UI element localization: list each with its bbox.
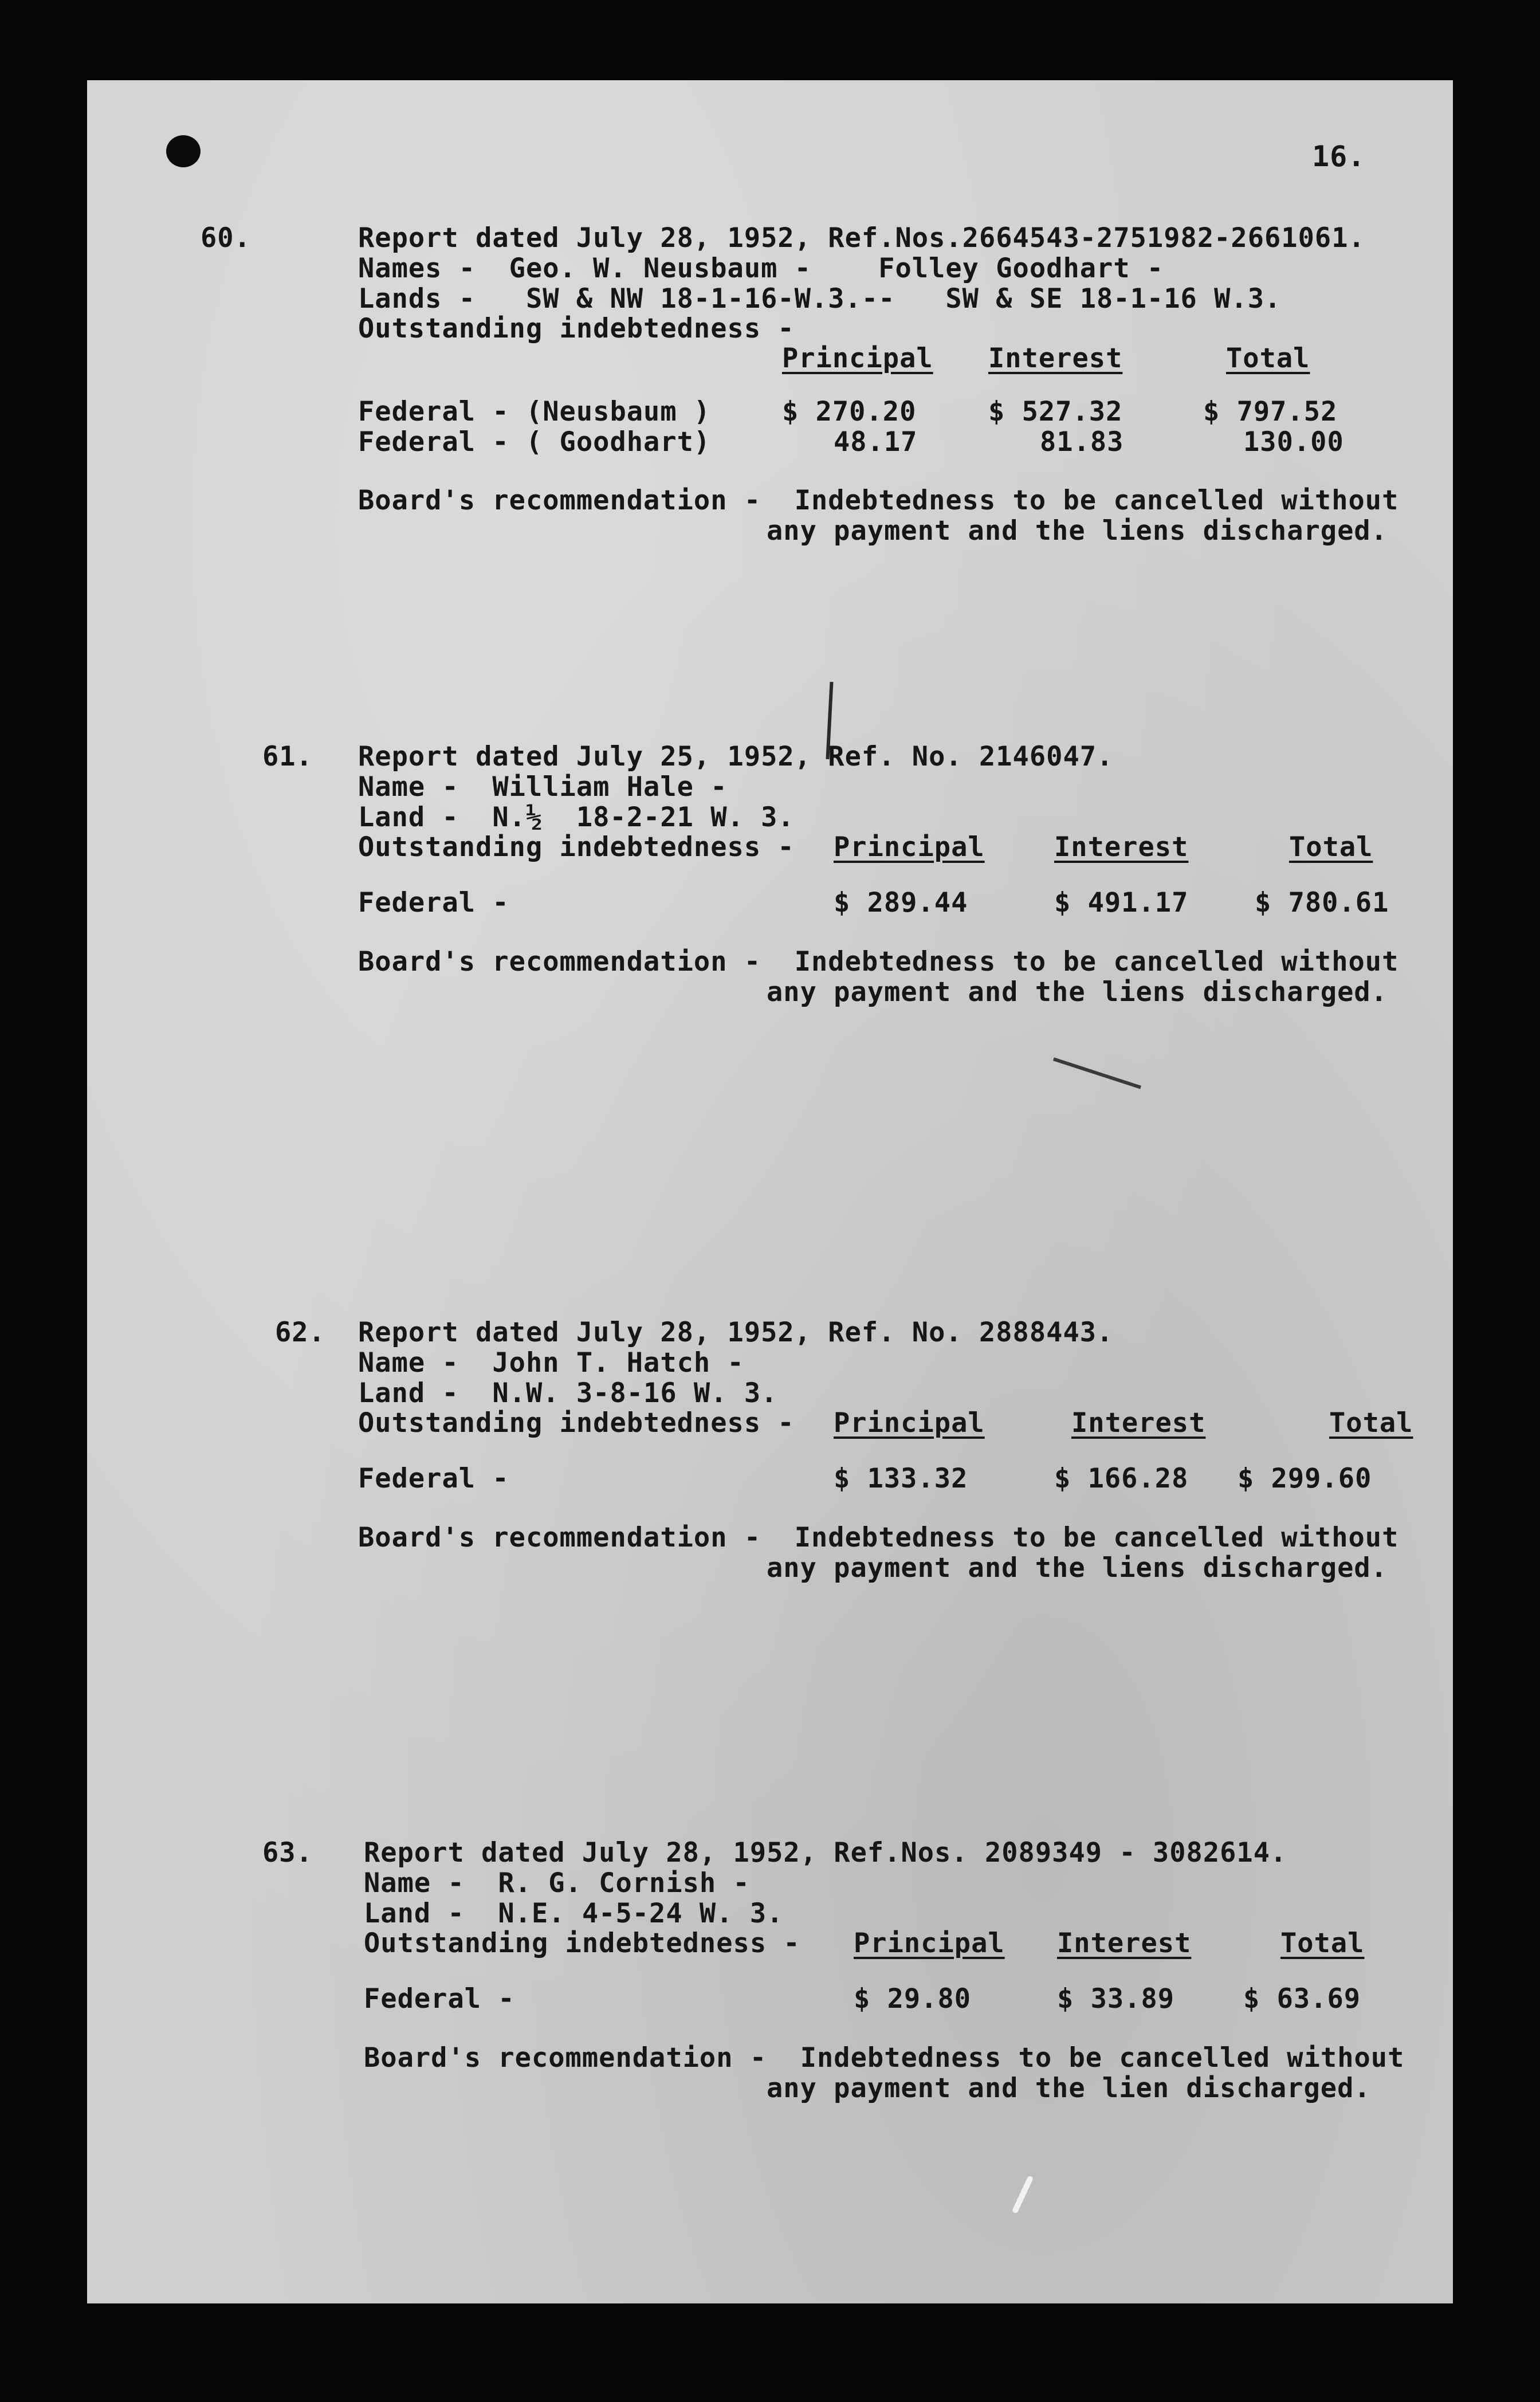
name-line: Name - R. G. Cornish - — [364, 1867, 750, 1899]
column-interest: Interest — [988, 343, 1123, 374]
recommendation-line: Board's recommendation - Indebtedness to be cancelled without — [358, 1522, 1399, 1553]
row-principal: $ 289.44 — [834, 887, 968, 919]
entry-number: 60. — [201, 222, 251, 254]
names-line: Names - Geo. W. Neusbaum - Folley Goodhart - — [358, 253, 1164, 284]
name-line: Name - William Hale - — [358, 771, 728, 803]
row-interest: $ 491.17 — [1054, 887, 1189, 919]
page-number: 16. — [1312, 140, 1366, 173]
column-interest: Interest — [1054, 831, 1189, 863]
row-label: Federal - (Neusbaum ) — [358, 396, 711, 427]
row-principal: $ 29.80 — [854, 1983, 972, 2015]
column-principal: Principal — [834, 831, 985, 863]
row-total: $ 63.69 — [1243, 1983, 1361, 2015]
column-interest: Interest — [1057, 1928, 1192, 1959]
row-interest: $ 166.28 — [1054, 1463, 1189, 1494]
column-total: Total — [1226, 343, 1310, 374]
column-total: Total — [1289, 831, 1373, 863]
outstanding-label: Outstanding indebtedness - — [358, 313, 795, 344]
outstanding-label: Outstanding indebtedness - — [364, 1928, 800, 1959]
row-principal: $ 270.20 — [782, 396, 917, 427]
recommendation-line: any payment and the liens discharged. — [767, 1552, 1388, 1584]
recommendation-line: Board's recommendation - Indebtedness to be cancelled without — [358, 485, 1399, 516]
lands-line: Lands - SW & NW 18-1-16-W.3.-- SW & SE 18-1-16 W.3. — [358, 283, 1282, 315]
column-principal: Principal — [854, 1928, 1005, 1959]
column-principal: Principal — [782, 343, 933, 374]
land-line: Land - N.E. 4-5-24 W. 3. — [364, 1898, 784, 1929]
entry-number: 62. — [275, 1317, 325, 1348]
row-total: $ 797.52 — [1203, 396, 1338, 427]
outstanding-label: Outstanding indebtedness - — [358, 1407, 795, 1439]
row-interest: 81.83 — [1040, 426, 1124, 458]
report-line: Report dated July 28, 1952, Ref.Nos. 2089349 - 3082614. — [364, 1837, 1287, 1869]
entry-number: 63. — [262, 1837, 313, 1869]
ink-blot — [166, 135, 201, 167]
row-total: $ 780.61 — [1255, 887, 1389, 919]
recommendation-line: any payment and the liens discharged. — [767, 976, 1388, 1008]
row-total: $ 299.60 — [1238, 1463, 1372, 1494]
row-total: 130.00 — [1243, 426, 1344, 458]
report-line: Report dated July 28, 1952, Ref.Nos.2664543-2751982-2661061. — [358, 222, 1365, 254]
recommendation-line: Board's recommendation - Indebtedness to be cancelled without — [364, 2042, 1405, 2074]
row-principal: $ 133.32 — [834, 1463, 968, 1494]
outstanding-label: Outstanding indebtedness - — [358, 831, 795, 863]
row-label: Federal - — [358, 1463, 509, 1494]
column-total: Total — [1329, 1407, 1413, 1439]
column-total: Total — [1280, 1928, 1365, 1959]
report-line: Report dated July 25, 1952, Ref. No. 2146047. — [358, 741, 1114, 772]
column-principal: Principal — [834, 1407, 985, 1439]
row-label: Federal - ( Goodhart) — [358, 426, 711, 458]
recommendation-line: Board's recommendation - Indebtedness to be cancelled without — [358, 946, 1399, 978]
row-principal: 48.17 — [834, 426, 918, 458]
land-line: Land - N.½ 18-2-21 W. 3. — [358, 802, 795, 833]
recommendation-line: any payment and the liens discharged. — [767, 515, 1388, 547]
row-interest: $ 527.32 — [988, 396, 1123, 427]
entry-number: 61. — [262, 741, 313, 772]
name-line: Name - John T. Hatch - — [358, 1347, 744, 1379]
row-label: Federal - — [364, 1983, 515, 2015]
recommendation-line: any payment and the lien discharged. — [767, 2073, 1371, 2104]
land-line: Land - N.W. 3-8-16 W. 3. — [358, 1377, 778, 1409]
report-line: Report dated July 28, 1952, Ref. No. 2888443. — [358, 1317, 1114, 1348]
row-label: Federal - — [358, 887, 509, 919]
column-interest: Interest — [1071, 1407, 1206, 1439]
row-interest: $ 33.89 — [1057, 1983, 1175, 2015]
